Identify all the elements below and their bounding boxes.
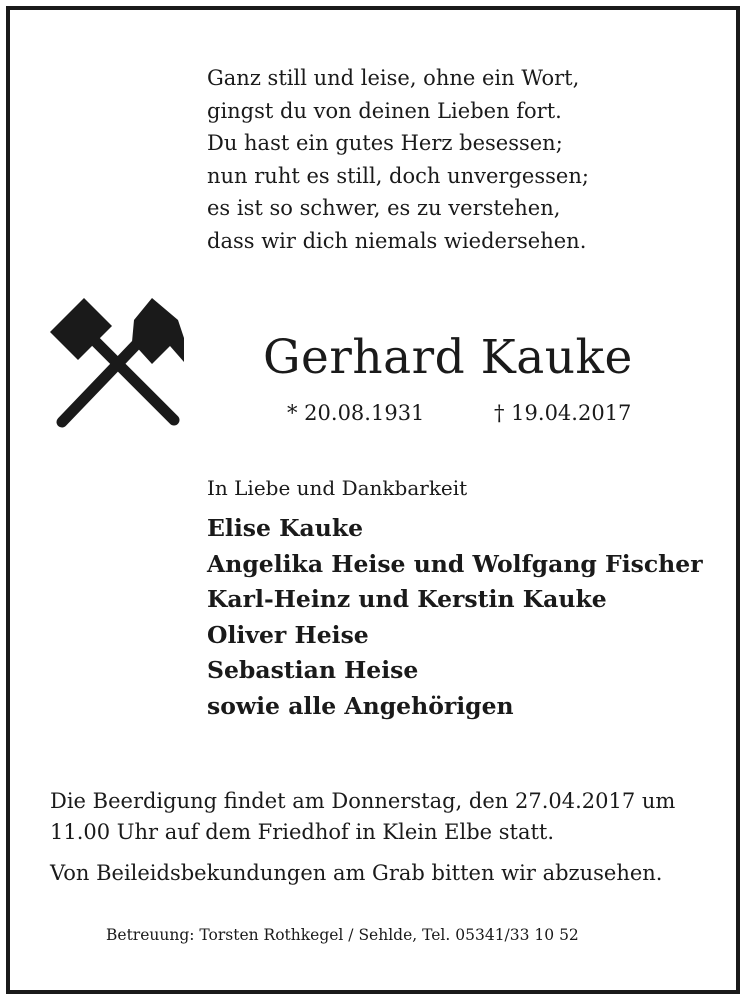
mourner-name: Oliver Heise <box>207 620 369 649</box>
poem-line: Ganz still und leise, ohne ein Wort, <box>207 66 580 90</box>
poem-line: es ist so schwer, es zu verstehen, <box>207 196 561 220</box>
deceased-name: Gerhard Kauke <box>263 330 633 385</box>
hammer-and-pick-icon <box>48 294 188 434</box>
mourner-name: Elise Kauke <box>207 514 364 542</box>
mourners-list <box>207 511 703 724</box>
poem-line: gingst du von deinen Lieben fort. <box>207 98 562 123</box>
poem-line: nun ruht es still, doch unvergessen; <box>207 163 589 188</box>
poem-line: Du hast ein gutes Herz besessen; <box>207 131 563 155</box>
dedication-line: In Liebe und Dankbarkeit <box>207 476 468 500</box>
poem-line: dass wir dich niemals wiedersehen. <box>207 228 587 253</box>
mourner-name: Angelika Heise und Wolfgang Fischer <box>207 549 703 578</box>
funeral-director-footer: Betreuung: Torsten Rothkegel / Sehlde, Tel. 05341/33 10 52 <box>106 926 579 944</box>
birth-date: * 20.08.1931 <box>287 401 425 425</box>
mourner-name: Sebastian Heise <box>207 656 419 684</box>
funeral-line: Die Beerdigung findet am Donnerstag, den 27.04.2017 um <box>50 789 676 813</box>
funeral-details <box>50 786 675 848</box>
condolence-note: Von Beileidsbekundungen am Grab bitten wir abzusehen. <box>50 861 663 885</box>
funeral-line: 11.00 Uhr auf dem Friedhof in Klein Elbe statt. <box>50 820 555 844</box>
mourner-name: Karl-Heinz und Kerstin Kauke <box>207 585 607 613</box>
memorial-poem <box>207 62 727 257</box>
death-date: † 19.04.2017 <box>494 401 632 425</box>
mourner-name: sowie alle Angehörigen <box>207 691 514 720</box>
